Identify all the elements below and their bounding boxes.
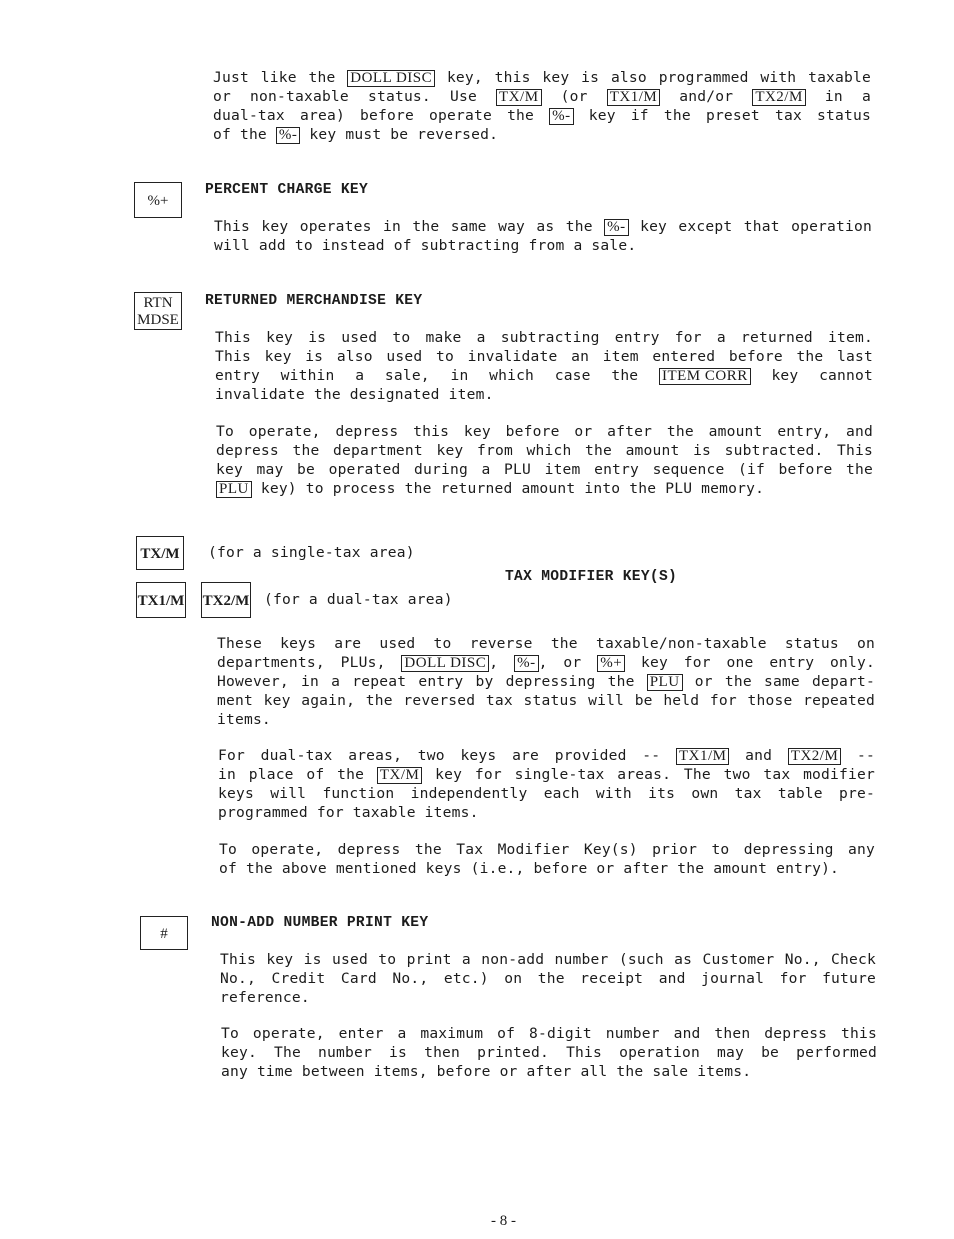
section-heading: PERCENT CHARGE KEY xyxy=(205,182,369,198)
doll-disc-key: DOLL DISC xyxy=(401,655,489,672)
tx1-m-key: TX1/M xyxy=(607,89,661,106)
tx2-m-keycap: TX2/M xyxy=(201,582,251,618)
intro-paragraph: Just like the DOLL DISC key, this key is also programmed with taxable or non-taxable status. Use TX/M (or TX1/M and/or TX2/M in a dual-tax area) before operate the %- key if the preset tax status of the %- key must be reversed. xyxy=(213,69,871,143)
returned-paragraph-1: This key is used to make a subtracting entry for a returned item. This key is also used to invalidate an item entered before the last entry within a sale, in which case the ITEM CORR key cannot invalidate the designated item. xyxy=(215,329,873,403)
percent-minus-key: %- xyxy=(549,108,574,125)
plu-key: PLU xyxy=(647,674,683,691)
tx1-m-keycap: TX1/M xyxy=(136,582,186,618)
non-add-keycap: # xyxy=(140,916,188,950)
percent-charge-paragraph: This key operates in the same way as the %- key except that operation will add to instead of subtracting from a sale. xyxy=(214,218,872,254)
non-add-paragraph-1: This key is used to print a non-add number (such as Customer No., Check No., Credit Card No., etc.) on the receipt and journal for future reference. xyxy=(220,951,876,1006)
section-heading: RETURNED MERCHANDISE KEY xyxy=(205,293,423,309)
percent-minus-key: %- xyxy=(604,219,629,236)
tx-m-keycap: TX/M xyxy=(136,536,184,570)
percent-minus-key: %- xyxy=(514,655,539,672)
tax-modifier-paragraph-3: To operate, depress the Tax Modifier Key(s) prior to depressing any of the above mentioned keys (i.e., before or after the amount entry). xyxy=(219,841,875,877)
dual-tax-note: (for a dual-tax area) xyxy=(264,591,453,608)
tx2-m-key: TX2/M xyxy=(788,748,842,765)
tax-modifier-paragraph-1: These keys are used to reverse the taxable/non-taxable status on departments, PLUs, DOLL DISC , %- , or %+ key for one entry only. However, in a repeat entry by depressing the PLU or the same depart- ment key again, the reversed tax status will be held for those repeated items. xyxy=(217,635,875,728)
percent-plus-keycap: %+ xyxy=(134,182,182,218)
section-heading: NON-ADD NUMBER PRINT KEY xyxy=(211,915,429,931)
doll-disc-key: DOLL DISC xyxy=(347,70,435,87)
rtn-mdse-keycap: RTN MDSE xyxy=(134,292,182,330)
tx2-m-key: TX2/M xyxy=(752,89,806,106)
single-tax-note: (for a single-tax area) xyxy=(208,544,415,561)
tx-m-key: TX/M xyxy=(496,89,542,106)
page-number: - 8 - xyxy=(491,1213,516,1229)
tx-m-key: TX/M xyxy=(377,767,423,784)
tx1-m-key: TX1/M xyxy=(676,748,730,765)
item-corr-key: ITEM CORR xyxy=(659,368,751,385)
section-heading: TAX MODIFIER KEY(S) xyxy=(505,569,678,585)
plu-key: PLU xyxy=(216,481,252,498)
non-add-paragraph-2: To operate, enter a maximum of 8-digit number and then depress this key. The number is then printed. This operation may be performed any time between items, before or after all the sale items. xyxy=(221,1025,877,1080)
percent-minus-key: %- xyxy=(276,127,301,144)
tax-modifier-paragraph-2: For dual-tax areas, two keys are provided -- TX1/M and TX2/M -- in place of the TX/M key for single-tax areas. The two tax modifier keys will function independently each with its own tax table pre- programmed for taxable items. xyxy=(218,747,875,821)
percent-plus-key: %+ xyxy=(597,655,625,672)
returned-paragraph-2: To operate, depress this key before or after the amount entry, and depress the department key from which the amount is subtracted. This key may be operated during a PLU item entry sequence (if before the PLU key) to process the returned amount into the PLU memory. xyxy=(216,423,873,497)
